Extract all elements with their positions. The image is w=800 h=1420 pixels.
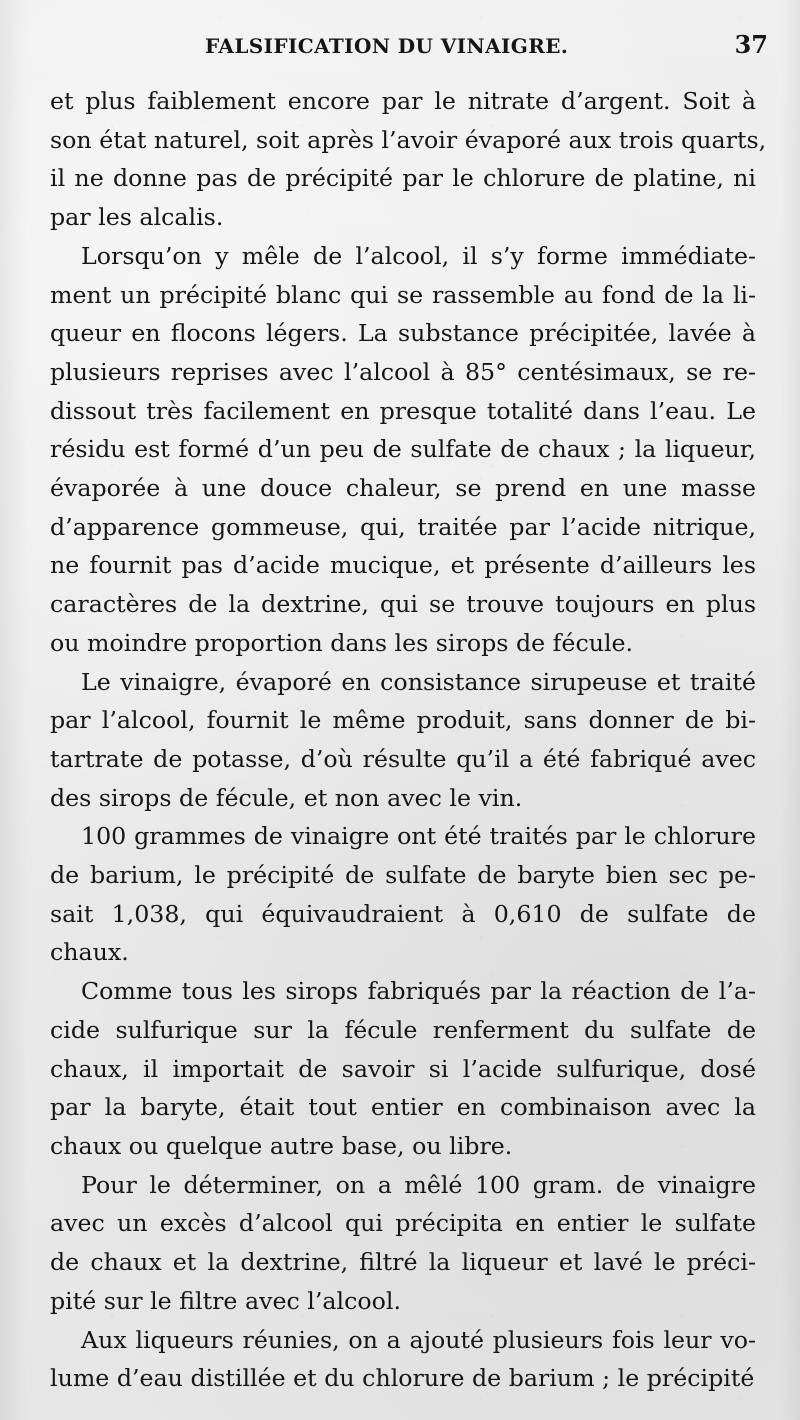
paragraph-2-line-3: queur en flocons légers. La substance précipitée, lavée à <box>50 319 756 348</box>
paragraph-2-line-8: d’apparence gommeuse, qui, traitée par l’acide nitrique, <box>50 512 756 541</box>
paragraph-4-line-3: sait 1,038, qui équivaudraient à 0,610 de sulfate de <box>50 899 756 928</box>
page-header <box>0 30 800 70</box>
paragraph-2-line-2: ment un précipité blanc qui se rassemble au fond de la li- <box>50 280 756 309</box>
main-text <box>50 82 767 1398</box>
paragraph-1-line-3: il ne donne pas de précipité par le chlorure de platine, ni <box>50 164 756 193</box>
paragraph-2-line-11: ou moindre proportion dans les sirops de fécule. <box>50 628 634 657</box>
paragraph-3-line-3: tartrate de potasse, d’où résulte qu’il a été fabriqué avec <box>50 744 756 773</box>
paragraph-5-line-3: chaux, il importait de savoir si l’acide sulfurique, dosé <box>50 1054 756 1083</box>
paragraph-5-line-2: cide sulfurique sur la fécule renferment du sulfate de <box>50 1015 756 1044</box>
running-title: FALSIFICATION DU VINAIGRE. <box>205 34 569 58</box>
paragraph-5-line-4: par la baryte, était tout entier en combinaison avec la <box>50 1093 756 1122</box>
paragraph-3-line-4: des sirops de fécule, et non avec le vin. <box>50 783 523 812</box>
paragraph-2-line-6: résidu est formé d’un peu de sulfate de chaux ; la liqueur, <box>50 435 756 464</box>
paragraph-5-line-5: chaux ou quelque autre base, ou libre. <box>50 1131 513 1160</box>
paragraph-2 <box>50 237 756 663</box>
paragraph-6 <box>50 1166 756 1321</box>
paragraph-4-line-4: chaux. <box>50 938 129 967</box>
paragraph-3-line-1: Le vinaigre, évaporé en consistance sirupeuse et traité <box>81 667 756 696</box>
page-number: 37 <box>734 30 768 59</box>
paragraph-4-line-2: de barium, le précipité de sulfate de baryte bien sec pe- <box>50 861 756 890</box>
paragraph-1-line-1: et plus faiblement encore par le nitrate d’argent. Soit à <box>50 87 756 115</box>
paragraph-2-line-10: caractères de la dextrine, qui se trouve toujours en plus <box>50 590 756 619</box>
paragraph-6-line-1: Pour le déterminer, on a mêlé 100 gram. de vinaigre <box>81 1170 756 1199</box>
paragraph-7-line-2: lume d’eau distillée et du chlorure de barium ; le précipité <box>50 1364 755 1393</box>
paragraph-7-line-1: Aux liqueurs réunies, on a ajouté plusieurs fois leur vo- <box>81 1325 756 1354</box>
paragraph-2-line-5: dissout très facilement en presque totalité dans l’eau. Le <box>50 396 756 425</box>
paragraph-5-line-1: Comme tous les sirops fabriqués par la réaction de l’a- <box>81 977 756 1006</box>
paragraph-6-line-3: de chaux et la dextrine, filtré la liqueur et lavé le préci- <box>50 1248 756 1277</box>
paragraph-1 <box>50 82 767 237</box>
paragraph-2-line-7: évaporée à une douce chaleur, se prend en une masse <box>50 474 756 503</box>
paragraph-1-line-2: son état naturel, soit après l’avoir évaporé aux trois quarts, <box>50 125 767 154</box>
paragraph-5 <box>50 972 756 1166</box>
paragraph-7 <box>50 1321 756 1398</box>
paragraph-3-line-2: par l’alcool, fournit le même produit, sans donner de bi- <box>50 706 756 735</box>
paragraph-1-line-4: par les alcalis. <box>50 203 224 232</box>
paragraph-2-line-1: Lorsqu’on y mêle de l’alcool, il s’y forme immédiate- <box>81 241 756 270</box>
paragraph-4-line-1: 100 grammes de vinaigre ont été traités par le chlorure <box>81 822 756 851</box>
paragraph-4 <box>50 817 756 972</box>
paragraph-3 <box>50 663 756 818</box>
paragraph-6-line-4: pité sur le filtre avec l’alcool. <box>50 1286 401 1315</box>
paragraph-2-line-4: plusieurs reprises avec l’alcool à 85° centésimaux, se re- <box>50 357 756 386</box>
paragraph-2-line-9: ne fournit pas d’acide mucique, et présente d’ailleurs les <box>50 551 756 580</box>
paragraph-6-line-2: avec un excès d’alcool qui précipita en entier le sulfate <box>50 1209 756 1238</box>
